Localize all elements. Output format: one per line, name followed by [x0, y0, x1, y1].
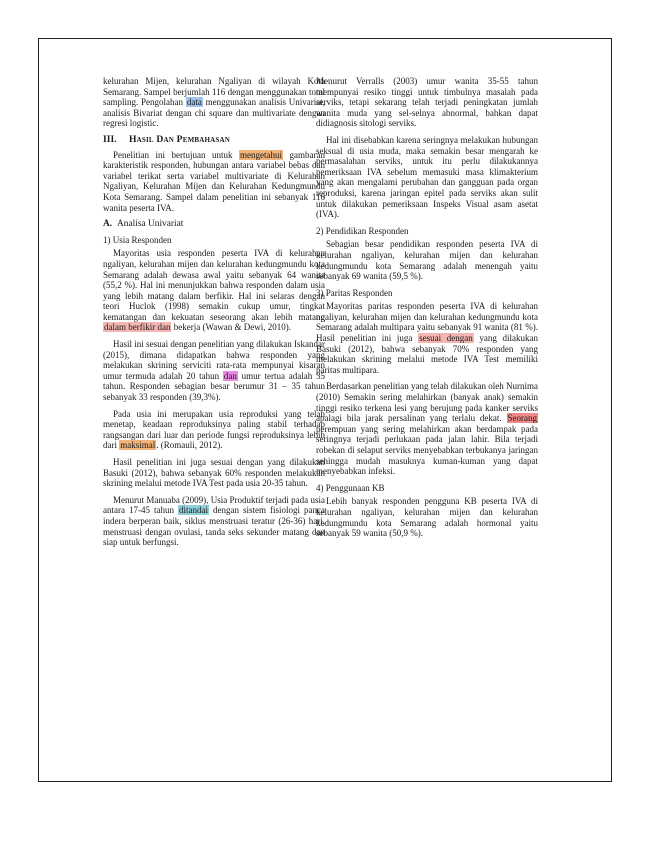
section-numeral: III.: [103, 133, 117, 145]
usia-paragraph-3: Pada usia ini merupakan usia reproduksi yang telah menetap, keadaan reproduksinya paling stabil terhadap rangsangan dari luar dan periode fungsi reproduksinya lebih dari maksimal. (Romauli, 2012).: [103, 408, 325, 451]
text-highlight: maksimal: [120, 440, 156, 451]
usia-heading: 1) Usia Responden: [103, 234, 172, 245]
verralls-paragraph: Menurut Verralls (2003) umur wanita 35-55 tahun mempunyai resiko tinggi untuk timbulnya masalah pada serviks, tetapi sekarang telah terjadi peningkatan jumlah wanita muda yang sel-selnya abnormal, bahkan dapat didiagnosis sitologi serviks.: [316, 76, 538, 129]
subsection-letter: A.: [103, 219, 113, 230]
paritas-heading: 3) Paritas Responden: [316, 287, 393, 298]
text-highlight: data: [186, 97, 202, 108]
section-heading-iii: [103, 135, 325, 146]
usia-paragraph-5: Menurut Manuaba (2009), Usia Produktif terjadi pada usia antara 17-45 tahun ditandai dengan sistem fisiologi panca indera berperan baik, siklus menstruasi teratur (26-36) hari, menstruasi dengan ovulasi, tanda seks sekunder matang dan siap untuk berfungsi.: [103, 494, 325, 548]
text-highlight: ditandai: [179, 505, 208, 516]
left-column: [103, 76, 325, 554]
text-highlight: dalam berfikir dan: [104, 322, 171, 333]
pendidikan-heading: 2) Pendidikan Responden: [316, 225, 409, 236]
paritas-paragraph-1: Mayoritas paritas responden peserta IVA di kelurahan ngaliyan, kelurahan mijen dan kelurahan kedungmundu kota Semarang adalah multipara yaitu sebanyak 91 wanita (81 %). Hasil penelitian ini juga sesuai dengan yang dilakukan Basuki (2012), bahwa sebanyak 70% responden yang melakukan skrining melalui metode IVA Test memiliki paritas multipara.: [316, 301, 538, 375]
kb-heading: 4) Penggunaan KB: [316, 482, 385, 493]
subsection-title: Analisa Univariat: [117, 219, 184, 230]
paritas-paragraph-2: Berdasarkan penelitian yang telah dilakukan oleh Nurnima (2010) Semakin sering melahirkan (banyak anak) semakin tinggi resiko terkena lesi yang berujung pada kanker serviks apalagi bila jarak persalinan yang terlalu dekat. Seorang perempuan yang sering melahirkan akan berdampak pada seringnya terjadi perlukaan pada jalan lahir. Bila terjadi robekan di selaput serviks menyebabkan terbukanya jaringan sehingga mudah masuknya kuman-kuman yang dapat menyebabkan infeksi.: [316, 381, 538, 477]
usia-paragraph-1: Mayoritas usia responden peserta IVA di kelurahan ngaliyan, kelurahan mijen dan kelurahan kedungmundu kota Semarang adalah dewasa awal yaitu sebanyak 64 wanita (55,2 %). Hal ini menunjukkan bahwa responden dalam usia yang lebih matang dalam berfikir. Hal ini selaras dengan teori Huclok (1998) semakin cukup umur, tingkat kematangan dan kekuatan seseorang akan lebih matang dalam berfikir dan bekerja (Wawan & Dewi, 2010).: [103, 248, 325, 333]
subsection-heading-a: [103, 219, 325, 230]
usia-muda-paragraph: Hal ini disebabkan karena seringnya melakukan hubungan seksual di usia muda, maka semakin besar mengarah ke permasalahan serviks, untuk itu perlu dilakukannya pemeriksaan IVA sebelum memasuki masa klimakterium yang akan mengalami perubahan dan gangguan pada organ reproduksi, karena jaringan epitel pada serviks akan sulit untuk dilakukan pemeriksaan Inspeks Visual asam asetat (IVA).: [316, 134, 538, 220]
text-highlight: Seorang: [507, 413, 537, 424]
usia-paragraph-4: Hasil penelitian ini juga sesuai dengan yang dilakukan Basuki (2012), bahwa sebanyak 60% responden melakukan skrining melalui metode IVA Test pada usia 20-35 tahun.: [103, 457, 325, 489]
pendidikan-paragraph: Sebagian besar pendidikan responden peserta IVA di kelurahan ngaliyan, kelurahan mijen dan kelurahan kedungmundu kota Semarang adalah menengah yaitu sebanyak 69 wanita (59,5 %).: [316, 239, 538, 282]
section-title: Hasil Dan Pembahasan: [129, 133, 231, 145]
intro-paragraph: kelurahan Mijen, kelurahan Ngaliyan di wilayah Kota Semarang. Sampel berjumlah 116 dengan menggunakan total sampling. Pengolahan data menggunakan analisis Univariat, analisis Bivariat dengan chi square dan multivariate dengan regresi logistic.: [103, 76, 325, 129]
text-highlight: dan: [223, 370, 237, 381]
text-highlight: sesuai dengan: [419, 333, 473, 344]
text-highlight: mengetahui: [240, 149, 283, 160]
usia-paragraph-2: Hasil ini sesuai dengan penelitian yang dilakukan Iskandar (2015), dimana didapatkan bahwa responden yang melakukan skrining serviciti rata-rata mempunyai kisaran umur termuda adalah 20 tahun dan umur tertua adalah 35 tahun. Responden sebagian besar berumur 31 – 35 tahun sebanyak 33 responden (39,3%).: [103, 339, 325, 403]
section-iii-paragraph: Penelitian ini bertujuan untuk mengetahui gambaran karakteristik responden, hubungan antara variabel bebas dan variabel terikat serta variabel multivariate di Kelurahan Ngaliyan, Kelurahan Mijen dan Kelurahan Kedungmundu Kota Semarang. Sampel dalam penelitian ini sebanyak 116 wanita peserta IVA.: [103, 149, 326, 213]
right-column: [316, 76, 538, 545]
kb-paragraph: Lebih banyak responden pengguna KB peserta IVA di kelurahan ngaliyan, kelurahan mijen dan kelurahan kedungmundu kota Semarang adalah hormonal yaitu sebanyak 59 wanita (50,9 %).: [316, 496, 538, 539]
